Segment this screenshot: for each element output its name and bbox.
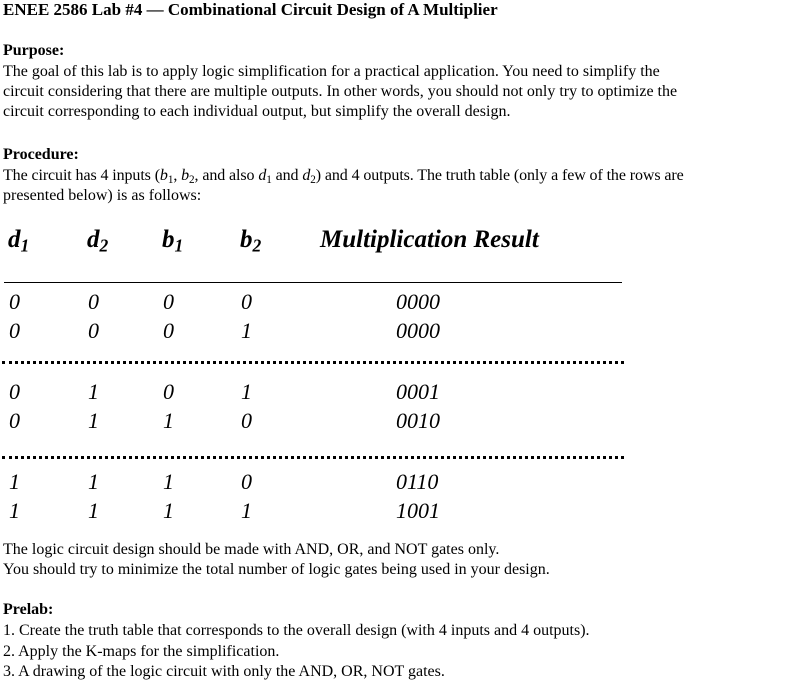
page-title: ENEE 2586 Lab #4 — Combinational Circuit Design of A Multiplier xyxy=(3,0,498,19)
table-header-d2: $d_2$ xyxy=(87,226,109,256)
row-4-result: 0010 xyxy=(396,408,440,433)
table-header-rule xyxy=(4,282,622,283)
table-ellipsis-row-2 xyxy=(2,456,624,459)
row-4-d2: 1 xyxy=(88,408,99,433)
row-2-b1: 0 xyxy=(163,318,174,343)
note-line-1: The logic circuit design should be made with AND, OR, and NOT gates only. xyxy=(3,541,500,558)
row-5-b2: 0 xyxy=(241,469,252,494)
row-1-b1: 0 xyxy=(163,289,174,314)
purpose-line-1: The goal of this lab is to apply logic simplification for a practical application. You need to simplify the xyxy=(3,63,660,80)
prelab-item-1: 1. Create the truth table that corresponds to the overall design (with 4 inputs and 4 outputs). xyxy=(3,622,590,639)
row-6-b1: 1 xyxy=(163,498,174,523)
row-6-b2: 1 xyxy=(241,498,252,523)
row-2-d2: 0 xyxy=(88,318,99,343)
procedure-line-1: The circuit has 4 inputs ($b_1$, $b_2$, and also $d_1$ and $d_2$) and 4 outputs. The truth table (only a few of the rows are xyxy=(3,167,684,186)
note-line-2: You should try to minimize the total number of logic gates being used in your design. xyxy=(3,561,550,578)
row-5-d1: 1 xyxy=(9,469,20,494)
procedure-line-2: presented below) is as follows: xyxy=(3,187,202,204)
purpose-line-3: circuit corresponding to each individual output, but simplify the overall design. xyxy=(3,103,511,120)
row-3-b1: 0 xyxy=(163,379,174,404)
row-6-result: 1001 xyxy=(396,498,440,523)
row-3-b2: 1 xyxy=(241,379,252,404)
table-header-b1: $b_1$ xyxy=(162,226,184,256)
prelab-item-2: 2. Apply the K-maps for the simplification. xyxy=(3,643,280,660)
row-1-d1: 0 xyxy=(9,289,20,314)
row-3-d1: 0 xyxy=(9,379,20,404)
procedure-heading: Procedure: xyxy=(3,146,79,163)
row-5-b1: 1 xyxy=(163,469,174,494)
prelab-heading: Prelab: xyxy=(3,601,54,618)
row-4-b2: 0 xyxy=(241,408,252,433)
row-1-result: 0000 xyxy=(396,289,440,314)
purpose-line-2: circuit considering that there are multiple outputs. In other words, you should not only try to optimize the xyxy=(3,83,678,100)
purpose-heading: Purpose: xyxy=(3,42,65,59)
row-5-result: 0110 xyxy=(396,469,439,494)
row-2-result: 0000 xyxy=(396,318,440,343)
table-header-result: Multiplication Result xyxy=(320,226,539,253)
table-header-d1: $d_1$ xyxy=(8,226,30,256)
row-4-d1: 0 xyxy=(9,408,20,433)
row-5-d2: 1 xyxy=(88,469,99,494)
row-1-b2: 0 xyxy=(241,289,252,314)
row-6-d2: 1 xyxy=(88,498,99,523)
row-4-b1: 1 xyxy=(163,408,174,433)
row-2-b2: 1 xyxy=(241,318,252,343)
row-3-result: 0001 xyxy=(396,379,440,404)
table-header-b2: $b_2$ xyxy=(240,226,262,256)
row-6-d1: 1 xyxy=(9,498,20,523)
row-1-d2: 0 xyxy=(88,289,99,314)
prelab-item-3: 3. A drawing of the logic circuit with only the AND, OR, NOT gates. xyxy=(3,663,445,680)
row-2-d1: 0 xyxy=(9,318,20,343)
row-3-d2: 1 xyxy=(88,379,99,404)
table-ellipsis-row-1 xyxy=(2,361,624,364)
